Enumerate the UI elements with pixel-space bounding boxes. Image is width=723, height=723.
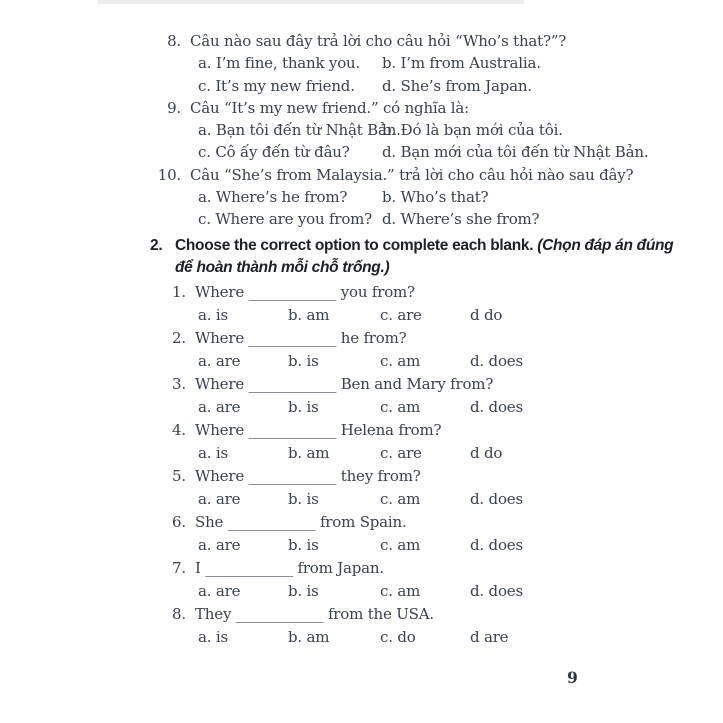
exercise-2-items	[150, 281, 723, 649]
question-9	[156, 97, 723, 164]
item-8	[150, 603, 723, 649]
question-9-text: Câu “It’s my new friend.” có nghĩa là:	[190, 98, 470, 117]
item-2-option-d: d. does	[470, 351, 523, 370]
item-8-number: 8.	[172, 604, 186, 623]
item-4	[150, 419, 723, 465]
item-8-options	[198, 626, 723, 649]
item-2-option-b: b. is	[288, 351, 319, 370]
item-6-option-a: a. are	[198, 535, 241, 554]
item-6-option-d: d. does	[470, 535, 523, 554]
item-4-number: 4.	[172, 420, 186, 439]
item-5-option-d: d. does	[470, 489, 523, 508]
item-7-option-b: b. is	[288, 581, 319, 600]
exercise-2-heading	[150, 235, 723, 279]
item-2-options	[198, 350, 723, 373]
item-7-text: I ____________ from Japan.	[195, 558, 384, 577]
question-8-option-b: b. I’m from Australia.	[382, 54, 541, 73]
item-3-options	[198, 396, 723, 419]
item-6	[150, 511, 723, 557]
question-9-option-c: c. Cô ấy đến từ đâu?	[198, 143, 350, 162]
item-5-options	[198, 488, 723, 511]
item-2-text: Where ____________ he from?	[195, 328, 407, 347]
question-10-options	[198, 186, 723, 231]
item-5-number: 5.	[172, 466, 186, 485]
item-7-option-d: d. does	[470, 581, 523, 600]
question-9-line	[156, 97, 723, 119]
item-3-number: 3.	[172, 374, 186, 393]
exercise-2-title-english: Choose the correct option to complete each blank.	[175, 236, 538, 254]
item-8-line	[172, 603, 723, 626]
item-1-option-a: a. is	[198, 305, 228, 324]
exercise-2-number: 2.	[150, 236, 163, 254]
item-4-line	[172, 419, 723, 442]
item-1-option-b: b. am	[288, 305, 330, 324]
item-7-option-a: a. are	[198, 581, 241, 600]
item-4-option-b: b. am	[288, 443, 330, 462]
item-4-option-c: c. are	[380, 443, 422, 462]
exercise-2-title-vietnamese-line1: (Chọn đáp án đúng	[537, 236, 674, 254]
item-2-number: 2.	[172, 328, 186, 347]
item-5-option-a: a. are	[198, 489, 241, 508]
question-10-number: 10.	[157, 165, 181, 184]
item-1-option-c: c. are	[380, 305, 422, 324]
item-2-option-c: c. am	[380, 351, 421, 370]
question-8-number: 8.	[167, 32, 181, 50]
question-8-option-a: a. I’m fine, thank you.	[198, 54, 361, 73]
question-10-option-c: c. Where are you from?	[198, 210, 373, 229]
item-4-option-d: d do	[470, 443, 503, 462]
item-4-option-a: a. is	[198, 443, 228, 462]
item-5-option-c: c. am	[380, 489, 421, 508]
item-8-text: They ____________ from the USA.	[195, 604, 434, 623]
scan-edge-artifact	[98, 0, 524, 4]
question-10-option-d: d. Where’s she from?	[382, 210, 540, 229]
question-10-text: Câu “She’s from Malaysia.” trả lời cho câu hỏi nào sau đây?	[190, 165, 634, 184]
question-10-option-a: a. Where’s he from?	[198, 188, 348, 207]
page-content	[0, 30, 723, 649]
item-7-option-c: c. am	[380, 581, 421, 600]
item-5-text: Where ____________ they from?	[195, 466, 421, 485]
item-3	[150, 373, 723, 419]
question-8	[156, 30, 723, 97]
item-1-options	[198, 304, 723, 327]
question-9-option-a: a. Bạn tôi đến từ Nhật Bản.	[198, 121, 401, 140]
item-3-text: Where ____________ Ben and Mary from?	[195, 374, 494, 393]
item-5-option-b: b. is	[288, 489, 319, 508]
item-3-option-b: b. is	[288, 397, 319, 416]
quiz-part-2	[150, 235, 723, 649]
item-8-option-b: b. am	[288, 627, 330, 646]
question-8-options	[198, 52, 723, 97]
question-10-line	[156, 164, 723, 186]
item-6-option-b: b. is	[288, 535, 319, 554]
question-9-option-d: d. Bạn mới của tôi đến từ Nhật Bản.	[382, 143, 649, 162]
item-6-options	[198, 534, 723, 557]
item-8-option-d: d are	[470, 627, 509, 646]
item-5-line	[172, 465, 723, 488]
question-10-option-b: b. Who’s that?	[382, 188, 489, 207]
item-3-line	[172, 373, 723, 396]
item-1-option-d: d do	[470, 305, 503, 324]
item-1-text: Where ____________ you from?	[195, 282, 415, 301]
quiz-part-1	[156, 30, 723, 231]
item-8-option-c: c. do	[380, 627, 416, 646]
item-7-number: 7.	[172, 558, 186, 577]
question-10	[156, 164, 723, 231]
question-9-number: 9.	[167, 98, 181, 117]
item-7	[150, 557, 723, 603]
question-9-option-b: b. Đó là bạn mới của tôi.	[382, 121, 563, 140]
item-4-text: Where ____________ Helena from?	[195, 420, 442, 439]
item-4-options	[198, 442, 723, 465]
question-9-options	[198, 119, 723, 164]
question-8-option-d: d. She’s from Japan.	[382, 76, 532, 95]
item-3-option-d: d. does	[470, 397, 523, 416]
exercise-2-title-vietnamese-line2: để hoàn thành mỗi chỗ trống.)	[175, 258, 390, 276]
question-8-line	[156, 30, 723, 52]
exercise-2-title	[175, 235, 690, 279]
item-3-option-a: a. are	[198, 397, 241, 416]
question-8-text: Câu nào sau đây trả lời cho câu hỏi “Who’s that?”?	[190, 32, 567, 50]
item-2-line	[172, 327, 723, 350]
item-7-line	[172, 557, 723, 580]
item-8-option-a: a. is	[198, 627, 228, 646]
item-2	[150, 327, 723, 373]
item-6-option-c: c. am	[380, 535, 421, 554]
item-2-option-a: a. are	[198, 351, 241, 370]
item-6-number: 6.	[172, 512, 186, 531]
item-3-option-c: c. am	[380, 397, 421, 416]
item-1	[150, 281, 723, 327]
item-6-text: She ____________ from Spain.	[195, 512, 407, 531]
page-number: 9	[567, 668, 578, 687]
question-8-option-c: c. It’s my new friend.	[198, 76, 355, 95]
item-1-number: 1.	[172, 282, 186, 301]
item-1-line	[172, 281, 723, 304]
item-7-options	[198, 580, 723, 603]
item-6-line	[172, 511, 723, 534]
item-5	[150, 465, 723, 511]
